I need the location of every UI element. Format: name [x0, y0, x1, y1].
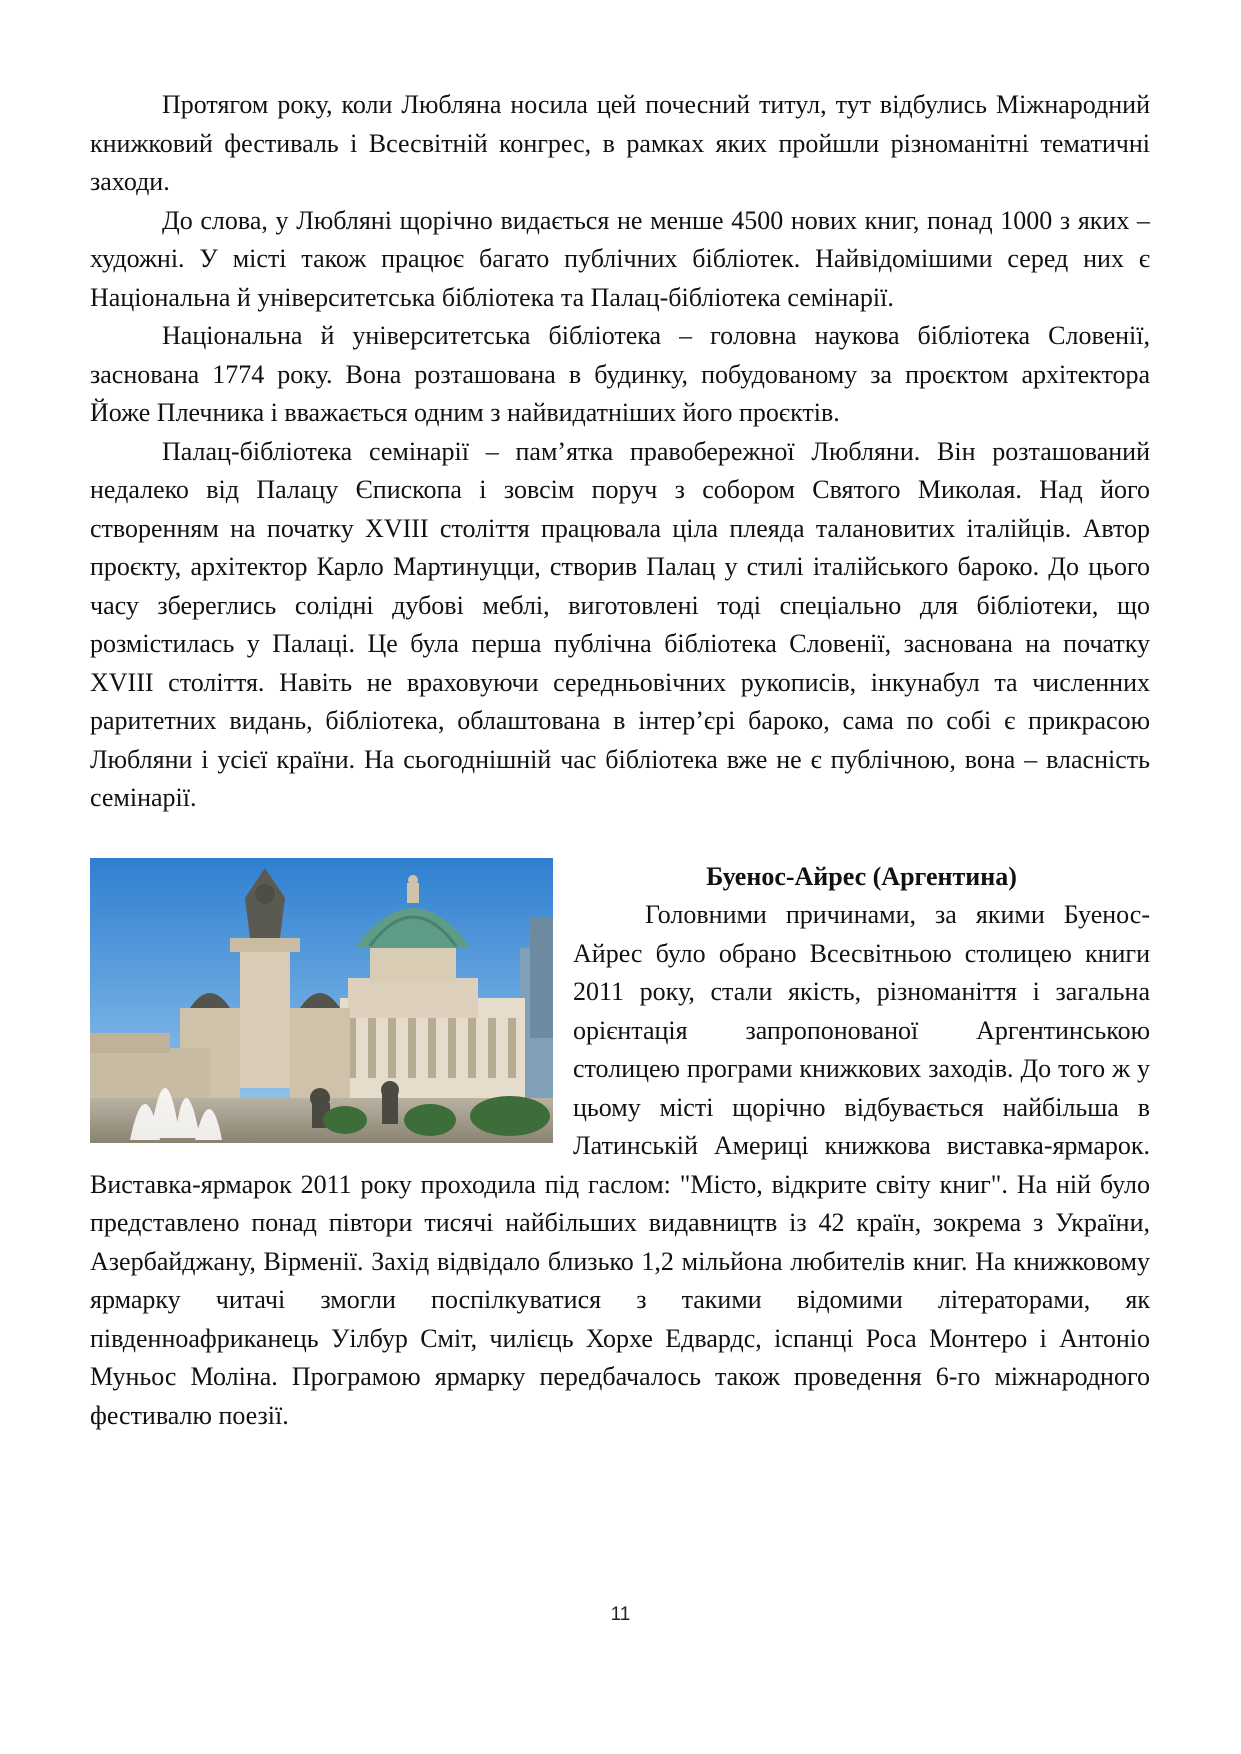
section-heading: Буенос-Айрес (Аргентина): [706, 861, 1017, 891]
buenos-aires-section: [90, 858, 1150, 1436]
paragraph-buenos-aires: Головними причинами, за якими Буенос-Айрес було обрано Всесвітньою столицею книги 2011 року, стали якість, різноманіття і загальна орієнтація запропонованої Аргентинською столицею програми книжкових заходів. До того ж у цьому місті щорічно відбувається найбільша в Латинській Америці книжкова виставка-ярмарок. Виставка-ярмарок 2011 року проходила під гаслом: "Місто, відкрите світу книг". На ній було представлено понад півтори тисячі найбільших видавництв із 42 країн, зокрема з України, Азербайджану, Вірменії. Захід відвідало близько 1,2 мільйона любителів книг. На книжковому ярмарку читачі змогли поспілкуватися з такими відомими літераторами, як південноафриканець Уілбур Сміт, чилієць Хорхе Едвардс, іспанці Роса Монтеро і Антоніо Муньос Моліна. Програмою ярмарку передбачалось також проведення 6-го міжнародного фестивалю поезії.: [90, 900, 1150, 1430]
paragraph-ljubljana-events: Протягом року, коли Любляна носила цей почесний титул, тут відбулись Міжнародний книжковий фестиваль і Всесвітній конгрес, в рамках яких пройшли різноманітні тематичні заходи.: [90, 90, 1150, 196]
document-page: [90, 86, 1150, 1435]
page-number: 11: [610, 1604, 631, 1625]
paragraph-seminary-library: Палац-бібліотека семінарії – пам’ятка правобережної Любляни. Він розташований недалеко від Палацу Єпископа і зовсім поруч з собором Святого Миколая. Над його створенням на початку XVIII століття працювала ціла плеяда талановитих італійців. Автор проєкту, архітектор Карло Мартинуцци, створив Палац у стилі італійського бароко. До цього часу збереглись солідні дубові меблі, виготовлені тоді спеціально для бібліотеки, що розмістилась у Палаці. Це була перша публічна бібліотека Словенії, заснована на початку XVIII століття. Навіть не враховуючи середньовічних рукописів, інкунабул та численних раритетних видань, бібліотека, облаштована в інтер’єрі бароко, сама по собі є прикрасою Любляни і усієї країни. На сьогоднішній час бібліотека вже не є публічною, вона – власність семінарії.: [90, 436, 1150, 812]
congress-palace-photo: [90, 858, 553, 1143]
paragraph-ljubljana-books: До слова, у Любляні щорічно видається не менше 4500 нових книг, понад 1000 з яких – художні. У місті також працює багато публічних бібліотек. Найвідомішими серед них є Національна й університетська бібліотека та Палац-бібліотека семінарії.: [90, 205, 1150, 312]
paragraph-national-library: Національна й університетська бібліотека – головна наукова бібліотека Словенії, заснована 1774 року. Вона розташована в будинку, побудованому за проєктом архітектора Йоже Плечника і вважається одним з найвидатніших його проєктів.: [90, 321, 1150, 427]
